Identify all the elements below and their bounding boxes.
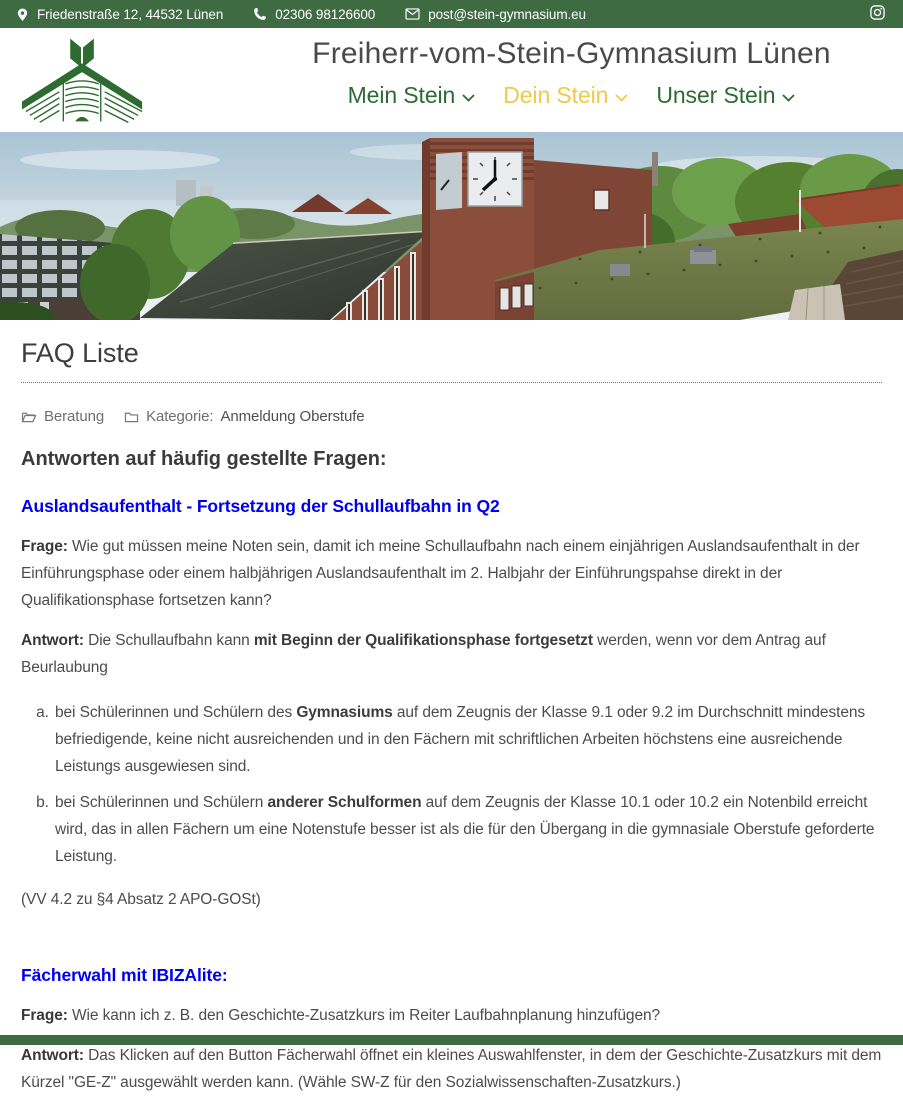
school-logo-icon: [20, 36, 148, 124]
phone-link[interactable]: [253, 7, 375, 22]
phone-text: 02306 98126600: [275, 6, 376, 22]
instagram-icon: [870, 5, 885, 20]
hero-image-school-building: [0, 132, 903, 320]
main-content: [0, 337, 903, 1096]
antwort-label: Antwort:: [21, 632, 84, 649]
email-text: post@stein-gymnasium.eu: [428, 6, 586, 22]
nav-mein-stein[interactable]: Mein Stein: [348, 82, 476, 109]
instagram-link[interactable]: [870, 5, 885, 23]
folder-open-icon: [21, 410, 37, 423]
email-link[interactable]: [405, 7, 586, 22]
faq1-footnote: (VV 4.2 zu §4 Absatz 2 APO-GOSt): [21, 891, 261, 908]
faq1-heading[interactable]: Auslandsaufenthalt - Fortsetzung der Schullaufbahn in Q2: [21, 496, 500, 516]
address-link[interactable]: [16, 7, 223, 22]
chevron-down-icon: [462, 94, 475, 102]
kategorie-badge[interactable]: [124, 408, 364, 425]
footer-bar: [0, 1035, 903, 1045]
nav-dein-stein[interactable]: Dein Stein: [503, 82, 628, 109]
faq2-frage: Frage: Wie kann ich z. B. den Geschichte-Zusatzkurs im Reiter Laufbahnplanung hinzufügen?: [21, 1007, 661, 1024]
antwort-label: Antwort:: [21, 1047, 84, 1064]
faq1-frage: Frage: Wie gut müssen meine Noten sein, damit ich meine Schullaufbahn nach einem einjährigen Auslandsaufenthalt in der Einführungsphase oder einem halbjährigen Auslandsaufenthalt im 2. Halbjahr der Einführungspahse direkt in der Qualifikationsphase fortsetzen kann?: [21, 538, 860, 609]
site-header: [0, 28, 903, 132]
envelope-icon: [405, 8, 420, 20]
intro-heading: Antworten auf häufig gestellte Fragen:: [21, 448, 387, 470]
kategorie-label: Kategorie:: [146, 408, 214, 425]
faq2-heading[interactable]: Fächerwahl mit IBIZAlite:: [21, 965, 228, 985]
location-pin-icon: [16, 7, 29, 22]
page-title: FAQ Liste: [21, 338, 139, 368]
faq1-antwort: Antwort: Die Schullaufbahn kann mit Beginn der Qualifikationsphase fortgesetzt werden, wenn vor dem Antrag auf Beurlaubung: [21, 632, 826, 676]
dotted-divider: [21, 382, 882, 383]
site-title: Freiherr-vom-Stein-Gymnasium Lünen: [312, 37, 831, 70]
category-text: Beratung: [44, 408, 105, 425]
faq2-antwort: Antwort: Das Klicken auf den Button Fächerwahl öffnet ein kleines Auswahlfenster, in dem der Geschichte-Zusatzkurs mit dem Kürzel "GE-Z" ausgewählt werden kann. (Wähle SW-Z für den Sozialwissenschaften-Zusatzkurs.): [21, 1047, 882, 1091]
chevron-down-icon: [615, 94, 628, 102]
chevron-down-icon: [782, 94, 795, 102]
main-nav: [250, 82, 893, 109]
topbar: [0, 0, 903, 28]
phone-icon: [253, 7, 267, 21]
frage-label: Frage:: [21, 1007, 68, 1024]
frage-label: Frage:: [21, 538, 68, 555]
category-badge[interactable]: [21, 408, 104, 425]
school-logo[interactable]: [20, 36, 148, 124]
folder-icon: [124, 410, 139, 423]
conditions-list: [21, 699, 882, 870]
nav-unser-stein[interactable]: Unser Stein: [656, 82, 795, 109]
address-text: Friedenstraße 12, 44532 Lünen: [37, 6, 224, 22]
kategorie-value: Anmeldung Oberstufe: [220, 408, 365, 425]
post-meta: [21, 408, 882, 425]
list-item-b: b. bei Schülerinnen und Schülern anderer Schulformen auf dem Zeugnis der Klasse 10.1 oder 10.2 ein Notenbild erreicht wird, das in allen Fächern um eine Notenstufe besser ist als die für den Übergang in die gymnasiale Oberstufe geforderte Leistung.: [53, 789, 882, 870]
list-item-a: a. bei Schülerinnen und Schülern des Gymnasiums auf dem Zeugnis der Klasse 9.1 oder 9.2 im Durchschnitt mindestens befriedigende, keine nicht ausreichenden und in den Fächern mit schriftlichen Arbeiten höchstens eine ausreichende Leistungs ausgewiesen sind.: [53, 699, 882, 780]
